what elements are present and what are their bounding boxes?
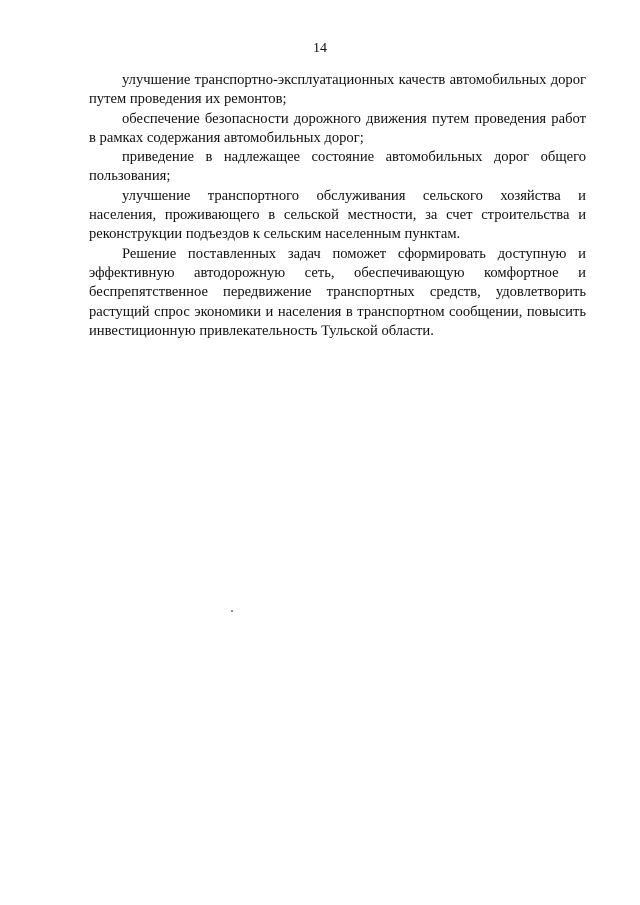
document-body xyxy=(89,71,586,341)
paragraph-road-condition: приведение в надлежащее состояние автомобильных дорог общего пользования; xyxy=(89,149,586,185)
page-number: 14 xyxy=(313,41,327,56)
paragraph-tasks-solution: Решение поставленных задач поможет сформировать доступную и эффективную автодорожную сеть, обеспечивающую комфортное и беспрепятственное передвижение транспортных средств, удовлетворить растущий спрос экономики и населения в транспортном сообщении, повысить инвестиционную привлекательность Тульской области. xyxy=(89,245,586,339)
scan-speck xyxy=(231,610,233,612)
paragraph-rural-transport: улучшение транспортного обслуживания сельского хозяйства и населения, проживающего в сельской местности, за счет строительства и реконструкции подъездов к сельским населенным пунктам. xyxy=(89,187,586,243)
paragraph-road-repair: улучшение транспортно-эксплуатационных качеств автомобильных дорог путем проведения их ремонтов; xyxy=(89,72,586,108)
paragraph-traffic-safety: обеспечение безопасности дорожного движения путем проведения работ в рамках содержания автомобильных дорог; xyxy=(89,110,586,146)
